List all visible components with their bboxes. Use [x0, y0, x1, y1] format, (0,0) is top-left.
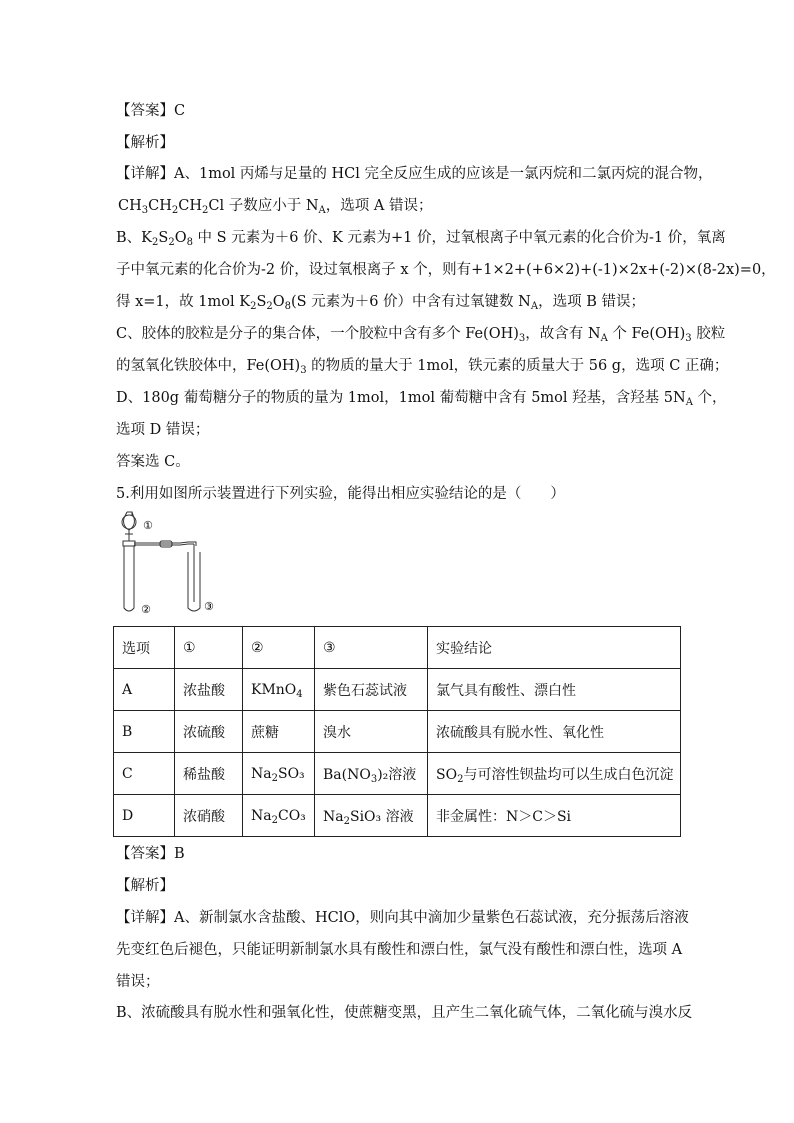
q5-detail-line-1: 【详解】A、新制氯水含盐酸、HClO，则向其中滴加少量紫色石蕊试液，充分振荡后溶液: [116, 910, 689, 926]
header-conclusion: 实验结论: [428, 627, 681, 669]
table-row: [114, 711, 681, 753]
cell-reagent-2: $Na_2CO_3$: [243, 795, 315, 837]
fig-label-2: ②: [141, 603, 151, 616]
q4-detail-line-2: $CH_3CH_2CH_2Cl$ 子数应小于 $N_A$，选项 A 错误；: [118, 198, 433, 216]
cell-reagent-1: 浓硝酸: [175, 795, 243, 837]
experiment-apparatus-figure: [110, 506, 230, 618]
cell-reagent-3: $Na_2SiO_3$ 溶液: [315, 795, 428, 837]
q5-detail-line-3: 错误；: [116, 974, 160, 990]
cell-reagent-1: 浓硫酸: [175, 711, 243, 753]
cell-conclusion: 浓硫酸具有脱水性、氧化性: [428, 711, 681, 753]
table-row: [114, 753, 681, 795]
header-reagent-1: ①: [175, 627, 243, 669]
q4-detail-line-6: C、胶体的胶粒是分子的集合体，一个胶粒中含有多个 $Fe(OH)_3$，故含有 $N_A$ 个 $Fe(OH)_3$ 胶粒: [116, 326, 726, 344]
q5-answer: 【答案】B: [116, 846, 185, 862]
fig-label-3: ③: [204, 600, 214, 613]
cell-reagent-3: 紫色石蕊试液: [315, 669, 428, 711]
cell-reagent-1: 稀盐酸: [175, 753, 243, 795]
cell-reagent-2: KMnO$_4$: [243, 669, 315, 711]
q4-conclusion: 答案选 C。: [116, 454, 190, 470]
q4-detail-line-1: 【详解】A、1mol 丙烯与足量的 HCl 完全反应生成的应该是一氯丙烷和二氯丙烷的混合物，: [116, 166, 713, 182]
q4-detail-line-7: 的氢氧化铁胶体中，$Fe(OH)_3$ 的物质的量大于 1mol，铁元素的质量大于 56 g，选项 C 正确；: [116, 358, 729, 376]
q5-analysis-heading: 【解析】: [116, 878, 174, 894]
header-reagent-2: ②: [243, 627, 315, 669]
cell-reagent-3: 溴水: [315, 711, 428, 753]
cell-option: C: [114, 753, 175, 795]
table-row: [114, 795, 681, 837]
experiment-table: [113, 626, 681, 837]
cell-option: A: [114, 669, 175, 711]
q4-analysis-heading: 【解析】: [116, 135, 174, 151]
fig-label-1: ①: [143, 519, 153, 532]
cell-reagent-2: $Na_2SO_3$: [243, 753, 315, 795]
q4-detail-line-4: 子中氧元素的化合价为-2 价，设过氧根离子 x 个，则有+1×2+(+6×2)+(-1)×2x+(-2)×(8-2x)=0，: [116, 262, 776, 278]
q4-detail-line-9: 选项 D 错误；: [116, 422, 210, 438]
cell-option: B: [114, 711, 175, 753]
cell-conclusion: 非金属性：N＞C＞Si: [428, 795, 681, 837]
q4-detail-line-8: D、180g 葡萄糖分子的物质的量为 1mol，1mol 葡萄糖中含有 5mol 羟基，含羟基 $5N_A$ 个，: [116, 390, 727, 408]
cell-conclusion: 氯气具有酸性、漂白性: [428, 669, 681, 711]
cell-conclusion: $SO_2$与可溶性钡盐均可以生成白色沉淀: [428, 753, 681, 795]
table-row: [114, 669, 681, 711]
q4-answer: 【答案】C: [116, 103, 186, 119]
table-header-row: [114, 627, 681, 669]
q5-detail-line-4: B、浓硫酸具有脱水性和强氧化性，使蔗糖变黑，且产生二氧化硫气体，二氧化硫与溴水反: [116, 1005, 693, 1021]
q4-detail-line-3: B、$K_2S_2O_8$ 中 S 元素为＋6 价、K 元素为+1 价，过氧根离子中氧元素的化合价为-1 价，氧离: [116, 230, 726, 248]
header-option: 选项: [114, 627, 175, 669]
q5-stem: 5.利用如图所示装置进行下列实验，能得出相应实验结论的是（ ）: [116, 486, 565, 502]
cell-option: D: [114, 795, 175, 837]
cell-reagent-1: 浓盐酸: [175, 669, 243, 711]
q5-detail-line-2: 先变红色后褪色，只能证明新制氯水具有酸性和漂白性，氯气没有酸性和漂白性，选项 A: [116, 942, 683, 958]
header-reagent-3: ③: [315, 627, 428, 669]
q4-detail-line-5: 得 x=1，故 1mol $K_2S_2O_8(S$ 元素为＋6 价）中含有过氧键数 $N_A$，选项 B 错误；: [116, 294, 645, 312]
cell-reagent-2: 蔗糖: [243, 711, 315, 753]
cell-reagent-3: $Ba(NO_3)_2$溶液: [315, 753, 428, 795]
